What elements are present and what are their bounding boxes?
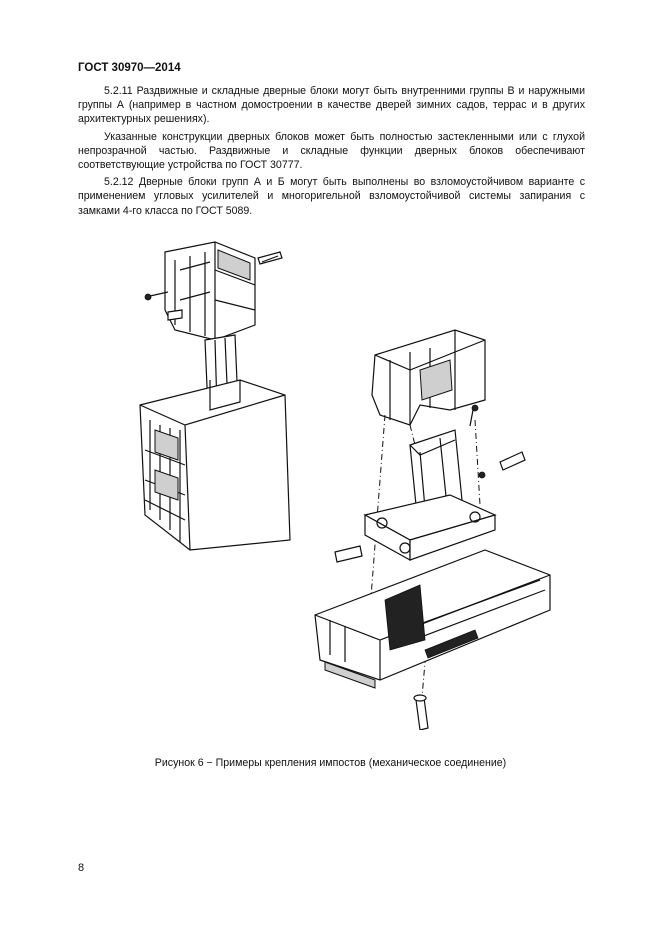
right-assembly-drawing — [315, 330, 550, 730]
paragraph-constructions: Указанные конструкции дверных блоков может быть полностью застекленными или с глухой непрозрачной частью. Раздвижные и складные функции дверных блоков обеспечивают соответствующие устройства по ГОСТ 30777. — [78, 130, 585, 172]
body-text — [78, 84, 585, 221]
page-number: 8 — [78, 862, 85, 874]
figure-caption: Рисунок 6 − Примеры крепления импостов (механическое соединение) — [154, 757, 507, 769]
document-header: ГОСТ 30970—2014 — [78, 62, 181, 74]
left-assembly-drawing — [140, 242, 290, 550]
impost-fastening-figure — [120, 230, 560, 730]
paragraph-5-2-12: 5.2.12 Дверные блоки групп А и Б могут быть выполнены во взломоустойчивом варианте с применением угловых усилителей и многоригельной взломоустойчивой системы запирания с замками 4-го класса по ГОСТ 5089. — [78, 176, 585, 217]
paragraph-5-2-11: 5.2.11 Раздвижные и складные дверные блоки могут быть внутренними группы В и наружными группы А (например в частном домостроении в качестве дверей зимних садов, террас и в других архитектурных решениях). — [78, 85, 585, 126]
